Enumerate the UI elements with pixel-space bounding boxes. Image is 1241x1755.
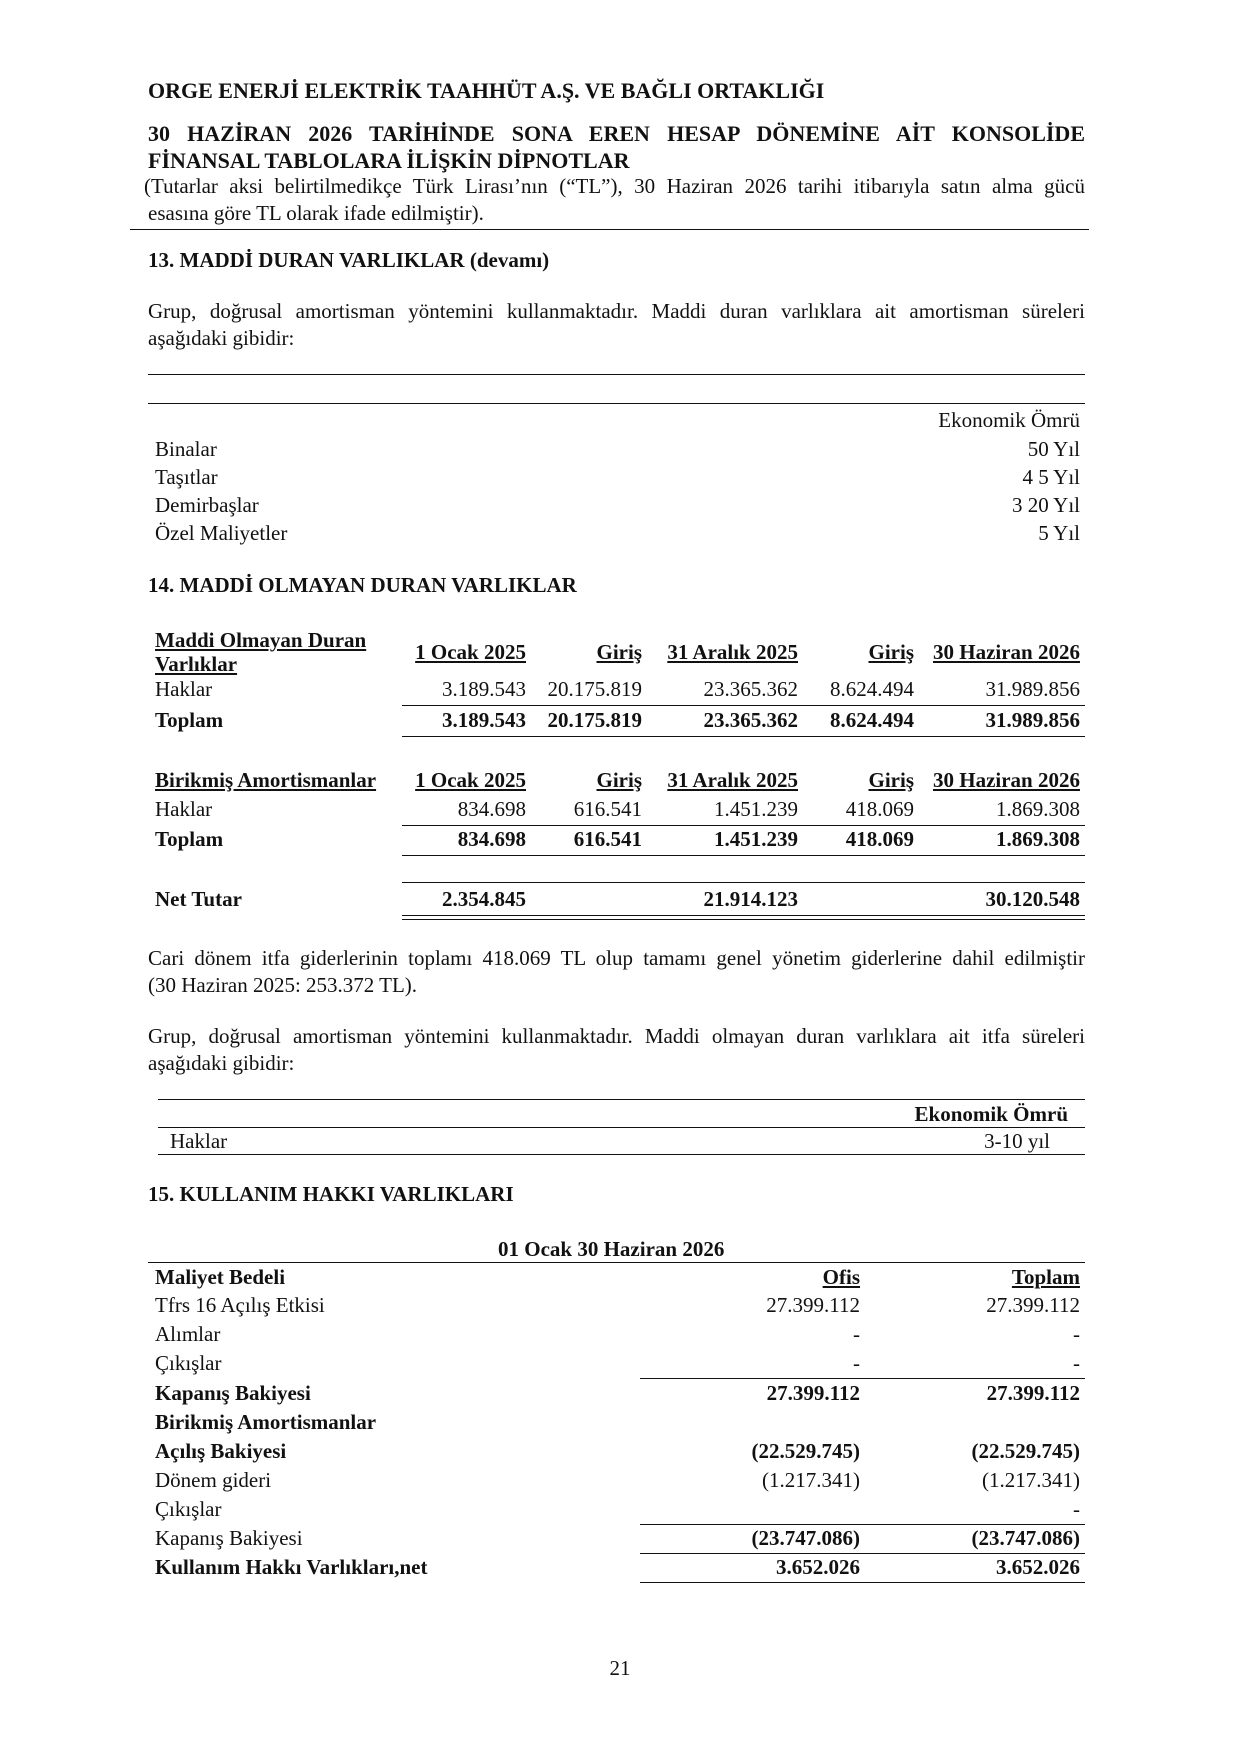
cell-value: 3.189.543 [442, 677, 526, 701]
asset-life: 3 20 Yıl [1011, 493, 1080, 517]
row-label: Kapanış Bakiyesi [155, 1381, 311, 1405]
office-value: 27.399.112 [766, 1293, 860, 1317]
table-top-rule [148, 374, 1085, 375]
subtotal-rule [402, 705, 1085, 706]
page-number: 21 [609, 1656, 631, 1680]
total-value: - [1073, 1497, 1080, 1521]
col-header: 1 Ocak 2025 [415, 640, 526, 664]
total-value: 20.175.819 [547, 708, 642, 732]
net-double-rule [402, 915, 1085, 920]
asset-life: 5 Yıl [1038, 521, 1080, 545]
office-value: 3.652.026 [776, 1555, 860, 1579]
cell-value: 31.989.856 [985, 677, 1080, 701]
total-rule [640, 1553, 1085, 1554]
net-value: 2.354.845 [442, 887, 526, 911]
period-header: 01 Ocak 30 Haziran 2026 [498, 1237, 725, 1261]
cell-value: 20.175.819 [547, 677, 642, 701]
table-top-rule [158, 1099, 1085, 1100]
row-label: Alımlar [155, 1322, 221, 1346]
asset-label: Binalar [155, 437, 217, 461]
office-value: - [853, 1322, 860, 1346]
row-label: Dönem gideri [155, 1468, 272, 1492]
subtotal-rule [402, 825, 1085, 826]
cost-table-title-line1: Maddi Olmayan Duran [155, 628, 367, 652]
office-value: (22.529.745) [751, 1439, 860, 1463]
row-label: Açılış Bakiyesi [155, 1439, 287, 1463]
office-value: (1.217.341) [762, 1468, 860, 1492]
col-header-total: Toplam [1011, 1265, 1080, 1289]
amortization-note-line2: (30 Haziran 2025: 253.372 TL). [148, 973, 418, 997]
useful-life-header: Ekonomik Ömrü [914, 1102, 1068, 1126]
total-value: 418.069 [845, 827, 914, 851]
row-label: Kapanış Bakiyesi [155, 1526, 303, 1550]
report-title-line1: 30 HAZİRAN 2026 TARİHİNDE SONA EREN HESAP DÖNEMİNE AİT KONSOLİDE [148, 121, 1085, 146]
office-value: (23.747.086) [751, 1526, 860, 1550]
col-header: Giriş [868, 768, 914, 792]
total-value: (22.529.745) [971, 1439, 1080, 1463]
net-top-rule [402, 882, 1085, 883]
cell-value: 1.451.239 [714, 797, 798, 821]
section15-heading: 15. KULLANIM HAKKI VARLIKLARI [148, 1182, 514, 1206]
total-label: Toplam [155, 708, 224, 732]
row-label: Çıkışlar [155, 1497, 222, 1521]
total-value: 8.624.494 [830, 708, 914, 732]
total-rule [402, 855, 1085, 856]
row-label: Haklar [155, 797, 213, 821]
row-label: Birikmiş Amortismanlar [155, 1410, 377, 1434]
section13-para-line2: aşağıdaki gibidir: [148, 326, 295, 350]
total-value: 3.652.026 [996, 1555, 1080, 1579]
col-header: 30 Haziran 2026 [933, 640, 1080, 664]
currency-note-line2: esasına göre TL olarak ifade edilmiştir). [148, 201, 484, 225]
total-value: 616.541 [573, 827, 642, 851]
table-bottom-rule [158, 1154, 1085, 1155]
intangible-life-para-line2: aşağıdaki gibidir: [148, 1051, 295, 1075]
total-value: 1.869.308 [996, 827, 1080, 851]
total-value: 31.989.856 [985, 708, 1080, 732]
row-label: Haklar [155, 677, 213, 701]
row-label: Çıkışlar [155, 1351, 222, 1375]
total-value: (1.217.341) [982, 1468, 1080, 1492]
office-value: - [853, 1351, 860, 1375]
cell-value: 616.541 [573, 797, 642, 821]
useful-life-header: Ekonomik Ömrü [938, 408, 1080, 432]
col-header-office: Ofis [822, 1265, 860, 1289]
cell-value: 8.624.494 [830, 677, 914, 701]
col-header: 31 Aralık 2025 [667, 640, 798, 664]
cell-value: 418.069 [845, 797, 914, 821]
cost-table-title-line2: Varlıklar [155, 652, 238, 676]
row-label: Kullanım Hakkı Varlıkları,net [155, 1555, 428, 1579]
col-header: Giriş [868, 640, 914, 664]
section13-heading: 13. MADDİ DURAN VARLIKLAR (devamı) [148, 248, 550, 272]
asset-life: 3-10 yıl [984, 1129, 1050, 1153]
header-rule [148, 1262, 1085, 1263]
table-rule [148, 403, 1085, 404]
intangible-life-para-line1: Grup, doğrusal amortisman yöntemini kullanmaktadır. Maddi olmayan duran varlıklara ait itfa süreleri [148, 1024, 1085, 1048]
col-header: 1 Ocak 2025 [415, 768, 526, 792]
col-header: 30 Haziran 2026 [933, 768, 1080, 792]
total-value: - [1073, 1351, 1080, 1375]
report-title-line2: FİNANSAL TABLOLARA İLİŞKİN DİPNOTLAR [148, 148, 630, 173]
section13-para-line1: Grup, doğrusal amortisman yöntemini kullanmaktadır. Maddi duran varlıklara ait amortisman süreleri [148, 299, 1085, 323]
cell-value: 23.365.362 [703, 677, 798, 701]
cost-label: Maliyet Bedeli [155, 1265, 286, 1289]
section14-heading: 14. MADDİ OLMAYAN DURAN VARLIKLAR [148, 573, 577, 597]
cell-value: 1.869.308 [996, 797, 1080, 821]
net-rule [640, 1582, 1085, 1583]
asset-label: Demirbaşlar [155, 493, 259, 517]
total-value: 23.365.362 [703, 708, 798, 732]
cell-value: 834.698 [457, 797, 526, 821]
subtotal-rule [640, 1378, 1085, 1379]
net-value: 30.120.548 [985, 887, 1080, 911]
net-value: 21.914.123 [703, 887, 798, 911]
net-label: Net Tutar [155, 887, 242, 911]
total-value: 3.189.543 [442, 708, 526, 732]
office-value: 27.399.112 [766, 1381, 860, 1405]
subtotal-rule [640, 1524, 1085, 1525]
col-header: Giriş [596, 640, 642, 664]
asset-life: 4 5 Yıl [1022, 465, 1080, 489]
total-value: 27.399.112 [986, 1381, 1080, 1405]
col-header: 31 Aralık 2025 [667, 768, 798, 792]
col-header: Giriş [596, 768, 642, 792]
total-value: - [1073, 1322, 1080, 1346]
amortization-table-title: Birikmiş Amortismanlar [155, 768, 377, 792]
total-value: 27.399.112 [986, 1293, 1080, 1317]
row-label: Tfrs 16 Açılış Etkisi [155, 1293, 325, 1317]
header-divider [130, 229, 1089, 230]
total-value: (23.747.086) [971, 1526, 1080, 1550]
total-label: Toplam [155, 827, 224, 851]
total-rule [402, 736, 1085, 737]
amortization-note-line1: Cari dönem itfa giderlerinin toplamı 418.069 TL olup tamamı genel yönetim giderlerine dahil edilmiştir [148, 946, 1085, 970]
table-rule [158, 1127, 1085, 1128]
currency-note-line1: (Tutarlar aksi belirtilmedikçe Türk Lirası’nın (“TL”), 30 Haziran 2026 tarihi itibarıyla satın alma gücü [144, 174, 1085, 198]
company-name: ORGE ENERJİ ELEKTRİK TAAHHÜT A.Ş. VE BAĞLI ORTAKLIĞI [148, 78, 825, 103]
total-value: 1.451.239 [714, 827, 798, 851]
asset-label: Taşıtlar [155, 465, 218, 489]
total-value: 834.698 [457, 827, 526, 851]
asset-label: Haklar [170, 1129, 228, 1153]
asset-life: 50 Yıl [1027, 437, 1080, 461]
asset-label: Özel Maliyetler [155, 521, 288, 545]
